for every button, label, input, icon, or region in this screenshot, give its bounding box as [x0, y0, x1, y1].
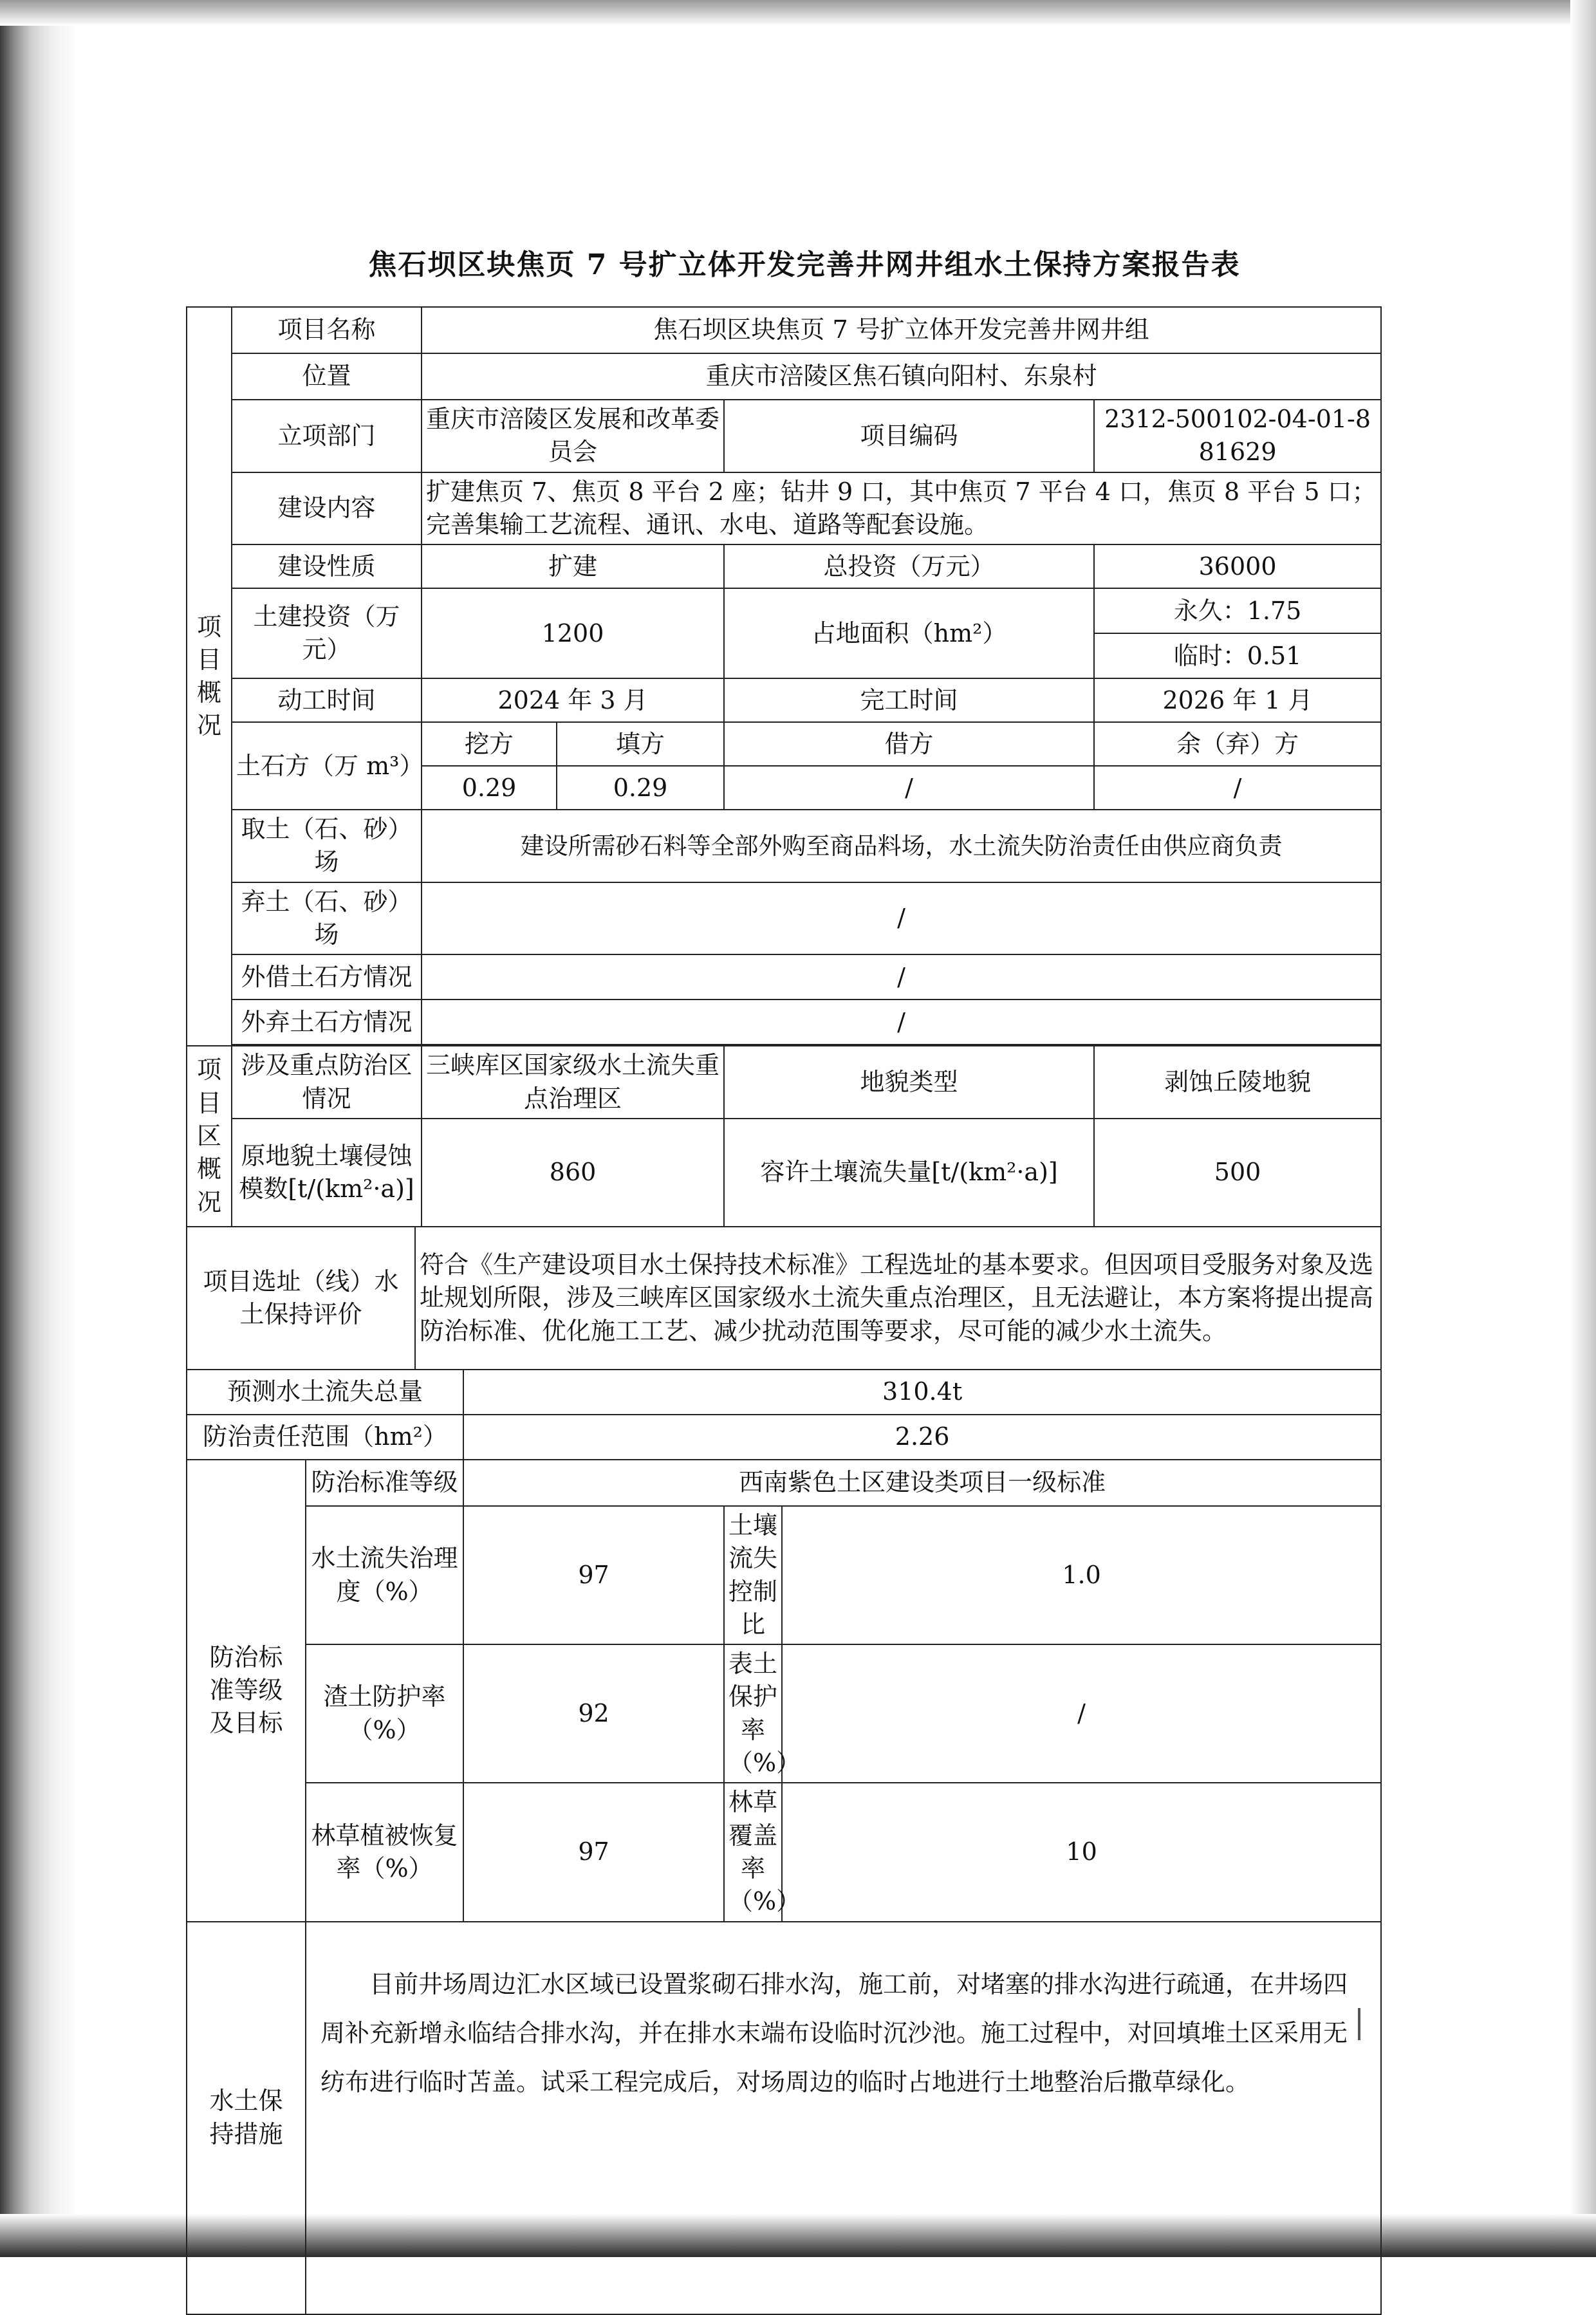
label-responsibility-area: 防治责任范围（hm²）: [187, 1415, 463, 1460]
label-civil-investment: 土建投资（万元）: [232, 588, 422, 678]
row-spoil-site: [187, 882, 1381, 955]
label-project-name: 项目名称: [232, 307, 422, 353]
label-landform: 地貌类型: [724, 1046, 1094, 1119]
value-dig: 0.29: [422, 766, 557, 810]
target-label-1: 林草植被恢复率（%）: [306, 1783, 463, 1921]
value-loss-total: 310.4t: [463, 1370, 1381, 1415]
label-key-zone: 涉及重点防治区情况: [232, 1046, 422, 1119]
row-conservation-measures: [187, 1922, 1381, 2314]
label-construction-content: 建设内容: [232, 472, 422, 545]
target-label-2: 林草覆盖率（%）: [724, 1783, 782, 1921]
top-scan-shadow: [0, 0, 1596, 26]
label-borrow-site: 取土（石、砂）场: [232, 810, 422, 882]
report-form-table: [186, 306, 1382, 2315]
row-responsibility-area: [187, 1415, 1381, 1460]
section-area-overview: 项 目 区 概 况: [187, 1046, 232, 1227]
label-standard-grade: 防治标准等级: [306, 1460, 463, 1506]
label-erosion-modulus: 原地貌土壤侵蚀模数[t/(km²·a)]: [232, 1119, 422, 1227]
label-construction-nature: 建设性质: [232, 544, 422, 588]
margin-mark: [1358, 2008, 1360, 2040]
label-external-spoil: 外弃土石方情况: [232, 999, 422, 1045]
label-total-investment: 总投资（万元）: [724, 544, 1094, 588]
target-row: [187, 1644, 1381, 1783]
row-construction-nature: [187, 544, 1381, 588]
row-earthwork-head: [187, 722, 1381, 766]
label-department: 立项部门: [232, 400, 422, 472]
section-measures: 水土保 持措施: [187, 1922, 306, 2314]
head-borrow: 借方: [724, 722, 1094, 766]
label-land-area: 占地面积（hm²）: [724, 588, 1094, 678]
value-conservation-measures: 目前井场周边汇水区域已设置浆砌石排水沟，施工前，对堵塞的排水沟进行疏通，在井场四周补充新增永临结合排水沟，并在排水末端布设临时沉沙池。施工过程中，对回填堆土区采用无纺布进行临时苫盖。试采工程完成后，对场周边的临时占地进行土地整治后撒草绿化。: [306, 1922, 1381, 2314]
value-key-zone: 三峡库区国家级水土流失重点治理区: [422, 1046, 724, 1119]
target-label-1: 水土流失治理度（%）: [306, 1506, 463, 1644]
row-project-name: [187, 307, 1381, 353]
value-borrow: /: [724, 766, 1094, 810]
label-project-code: 项目编码: [724, 400, 1094, 472]
target-value-2: 10: [782, 1783, 1381, 1921]
section-project-overview: 项 目 概 况: [187, 307, 232, 1046]
value-fill: 0.29: [557, 766, 724, 810]
label-spoil-site: 弃土（石、砂）场: [232, 882, 422, 955]
value-project-code: 2312-500102-04-01-881629: [1094, 400, 1381, 472]
value-total-investment: 36000: [1094, 544, 1381, 588]
value-civil-investment: 1200: [422, 588, 724, 678]
target-label-2: 土壤流失控制比: [724, 1506, 782, 1644]
value-spoil: /: [1094, 766, 1381, 810]
row-civil-investment: [187, 588, 1381, 633]
value-land-permanent: 永久：1.75: [1094, 588, 1381, 633]
value-construction-content: 扩建焦页 7、焦页 8 平台 2 座；钻井 9 口，其中焦页 7 平台 4 口，焦页 8 平台 5 口；完善集输工艺流程、通讯、水电、道路等配套设施。: [422, 472, 1381, 545]
label-end-time: 完工时间: [724, 678, 1094, 722]
row-siting-evaluation: [187, 1227, 1381, 1370]
value-spoil-site: /: [422, 882, 1381, 955]
value-construction-nature: 扩建: [422, 544, 724, 588]
target-value-1: 92: [463, 1644, 724, 1783]
label-earthwork: 土石方（万 m³）: [232, 722, 422, 810]
value-responsibility-area: 2.26: [463, 1415, 1381, 1460]
target-row: [187, 1783, 1381, 1921]
book-fold-shadow: [0, 0, 77, 2257]
row-department: [187, 400, 1381, 472]
section-targets: 防治标 准等级 及目标: [187, 1460, 306, 1922]
value-siting-evaluation: 符合《生产建设项目水土保持技术标准》工程选址的基本要求。但因项目受服务对象及选址规划所限，涉及三峡库区国家级水土流失重点治理区，且无法避让，本方案将提出提高防治标准、优化施工工艺、减少扰动范围等要求，尽可能的减少水土流失。: [415, 1227, 1381, 1370]
row-external-borrow: [187, 954, 1381, 999]
target-value-2: 1.0: [782, 1506, 1381, 1644]
value-department: 重庆市涪陵区发展和改革委员会: [422, 400, 724, 472]
label-external-borrow: 外借土石方情况: [232, 954, 422, 999]
label-allowable-loss: 容许土壤流失量[t/(km²·a)]: [724, 1119, 1094, 1227]
value-end-time: 2026 年 1 月: [1094, 678, 1381, 722]
row-loss-total: [187, 1370, 1381, 1415]
row-key-zone: [187, 1046, 1381, 1119]
row-borrow-site: [187, 810, 1381, 882]
head-fill: 填方: [557, 722, 724, 766]
value-allowable-loss: 500: [1094, 1119, 1381, 1227]
value-external-borrow: /: [422, 954, 1381, 999]
label-loss-total: 预测水土流失总量: [187, 1370, 463, 1415]
target-row: [187, 1506, 1381, 1644]
label-siting-evaluation: 项目选址（线）水土保持评价: [187, 1227, 415, 1370]
value-external-spoil: /: [422, 999, 1381, 1045]
value-location: 重庆市涪陵区焦石镇向阳村、东泉村: [422, 353, 1381, 400]
head-dig: 挖方: [422, 722, 557, 766]
value-start-time: 2024 年 3 月: [422, 678, 724, 722]
row-construction-content: [187, 472, 1381, 545]
target-label-1: 渣土防护率（%）: [306, 1644, 463, 1783]
head-spoil: 余（弃）方: [1094, 722, 1381, 766]
value-land-temporary: 临时：0.51: [1094, 633, 1381, 678]
target-label-2: 表土保护率（%）: [724, 1644, 782, 1783]
row-schedule: [187, 678, 1381, 722]
row-external-spoil: [187, 999, 1381, 1045]
label-start-time: 动工时间: [232, 678, 422, 722]
row-erosion: [187, 1119, 1381, 1227]
value-erosion-modulus: 860: [422, 1119, 724, 1227]
value-landform: 剥蚀丘陵地貌: [1094, 1046, 1381, 1119]
target-value-2: /: [782, 1644, 1381, 1783]
target-value-1: 97: [463, 1506, 724, 1644]
value-project-name: 焦石坝区块焦页 7 号扩立体开发完善井网井组: [422, 307, 1381, 353]
value-borrow-site: 建设所需砂石料等全部外购至商品料场，水土流失防治责任由供应商负责: [422, 810, 1381, 882]
value-standard-grade: 西南紫色土区建设类项目一级标准: [463, 1460, 1381, 1506]
row-standard-grade: [187, 1460, 1381, 1506]
right-page-edge: [1570, 0, 1596, 2257]
page-title: 焦石坝区块焦页 7 号扩立体开发完善井网井组水土保持方案报告表: [368, 248, 1241, 281]
row-location: [187, 353, 1381, 400]
label-location: 位置: [232, 353, 422, 400]
target-value-1: 97: [463, 1783, 724, 1921]
